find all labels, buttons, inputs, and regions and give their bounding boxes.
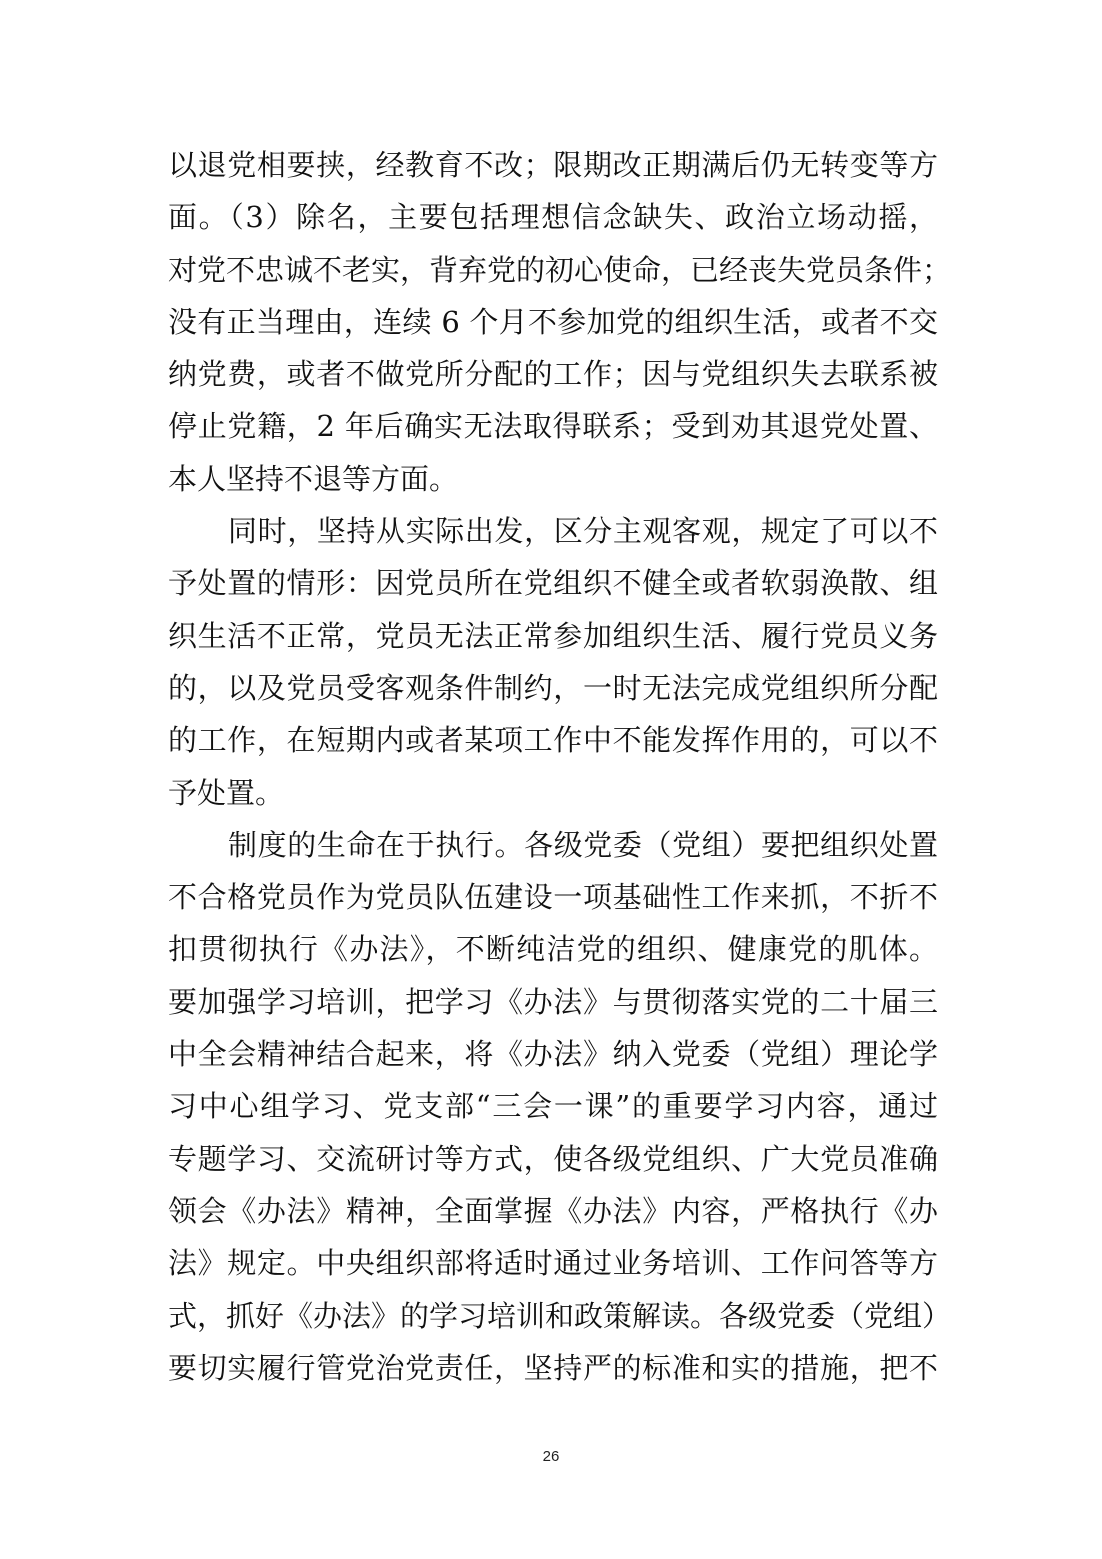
text-line: 中全会精神结合起来，将《办法》纳入党委（党组）理论学: [168, 1037, 938, 1072]
text-line: 织生活不正常，党员无法正常参加组织生活、履行党员义务: [168, 618, 938, 653]
text-line: 要加强学习培训，把学习《办法》与贯彻落实党的二十届三: [168, 984, 938, 1019]
text-line: 制度的生命在于执行。各级党委（党组）要把组织处置: [228, 827, 938, 862]
text-line: 专题学习、交流研讨等方式，使各级党组织、广大党员准确: [168, 1141, 938, 1176]
document-body: [168, 139, 952, 1394]
paragraph-3: [168, 819, 952, 1394]
page-number: 26: [542, 1448, 560, 1465]
text-line: 没有正当理由，连续 6 个月不参加党的组织生活，或者不交: [168, 304, 938, 339]
text-line: 式，抓好《办法》的学习培训和政策解读。各级党委（党组）: [168, 1298, 952, 1333]
text-line: 的，以及党员受客观条件制约，一时无法完成党组织所分配: [168, 670, 938, 705]
text-line: 对党不忠诚不老实，背弃党的初心使命，已经丧失党员条件；: [168, 252, 952, 287]
text-line: 纳党费，或者不做党所分配的工作；因与党组织失去联系被: [168, 357, 938, 392]
text-line: 予处置的情形：因党员所在党组织不健全或者软弱涣散、组: [168, 566, 938, 601]
paragraph-1: [168, 139, 952, 505]
text-line: 要切实履行管党治党责任，坚持严的标准和实的措施，把不: [168, 1350, 938, 1385]
text-line: 同时，坚持从实际出发，区分主观客观，规定了可以不: [228, 514, 938, 549]
text-line: 的工作，在短期内或者某项工作中不能发挥作用的，可以不: [168, 723, 938, 758]
text-line: 停止党籍，2 年后确实无法取得联系；受到劝其退党处置、: [168, 409, 938, 444]
text-line: 习中心组学习、党支部“三会一课”的重要学习内容，通过: [168, 1089, 938, 1124]
text-line: 不合格党员作为党员队伍建设一项基础性工作来抓，不折不: [168, 880, 938, 915]
paragraph-2: [168, 505, 938, 819]
text-line: 面。（3）除名，主要包括理想信念缺失、政治立场动摇，: [168, 200, 938, 235]
text-line: 以退党相要挟，经教育不改；限期改正期满后仍无转变等方: [168, 148, 938, 182]
text-line: 领会《办法》精神，全面掌握《办法》内容，严格执行《办: [168, 1193, 938, 1228]
text-line: 本人坚持不退等方面。: [168, 461, 459, 496]
text-line: 予处置。: [168, 775, 285, 810]
text-line: 法》规定。中央组织部将适时通过业务培训、工作问答等方: [168, 1246, 938, 1281]
text-line: 扣贯彻执行《办法》，不断纯洁党的组织、健康党的肌体。: [168, 932, 938, 967]
